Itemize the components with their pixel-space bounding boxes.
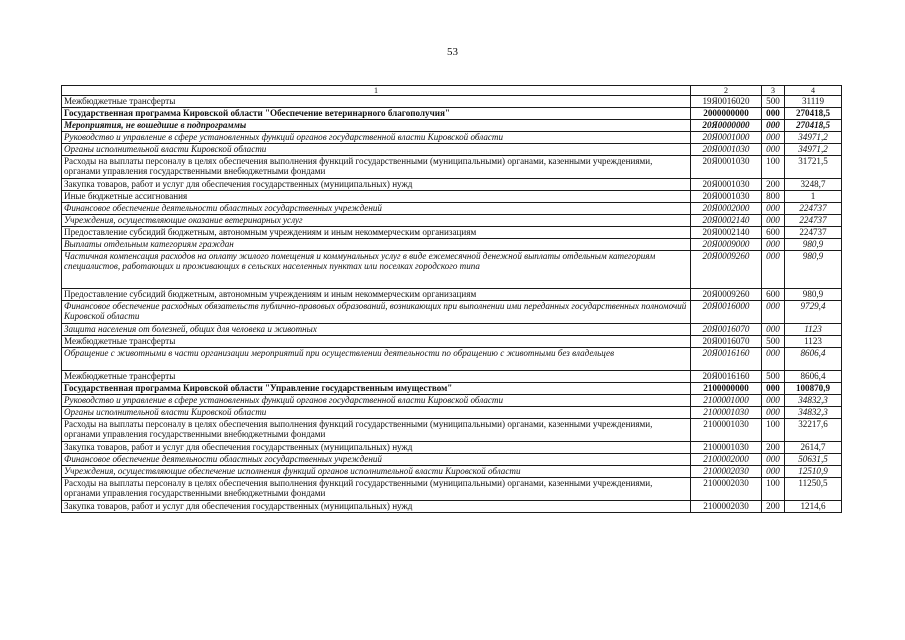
table-row (62, 348, 842, 371)
page-number: 53 (447, 46, 458, 58)
row-type-cell: 000 (762, 108, 785, 120)
table-row (62, 501, 842, 513)
row-sum-cell: 224737 (785, 227, 842, 239)
row-name-cell: Закупка товаров, работ и услуг для обеспечения государственных (муниципальных) нужд (62, 501, 691, 513)
row-code-cell: 2100002000 (691, 454, 762, 466)
row-sum-cell: 1123 (785, 336, 842, 348)
row-code-cell: 20Я0009260 (691, 289, 762, 301)
budget-table (61, 85, 842, 513)
row-code-cell: 2100002030 (691, 501, 762, 513)
row-sum-cell: 8606,4 (785, 371, 842, 383)
row-sum-cell: 2614,7 (785, 442, 842, 454)
row-name-cell: Учреждения, осуществляющие обеспечение исполнения функций органов исполнительной власти Кировской области (62, 466, 691, 478)
row-sum-cell: 980,9 (785, 239, 842, 251)
column-number-name: 1 (62, 86, 691, 96)
table-row (62, 191, 842, 203)
row-sum-cell: 980,9 (785, 289, 842, 301)
row-type-cell: 600 (762, 227, 785, 239)
table-row (62, 108, 842, 120)
row-sum-cell: 224737 (785, 203, 842, 215)
row-name-cell: Межбюджетные трансферты (62, 96, 691, 108)
row-type-cell: 000 (762, 407, 785, 419)
table-row (62, 215, 842, 227)
column-number-code: 2 (691, 86, 762, 96)
row-code-cell: 20Я0016160 (691, 371, 762, 383)
row-name-cell: Финансовое обеспечение деятельности областных государственных учреждений (62, 454, 691, 466)
row-code-cell: 20Я0001030 (691, 179, 762, 191)
row-sum-cell: 31119 (785, 96, 842, 108)
row-name-cell: Мероприятия, не вошедшие в подпрограммы (62, 120, 691, 132)
table-row (62, 289, 842, 301)
row-name-cell: Расходы на выплаты персоналу в целях обеспечения выполнения функций государственными (муниципальными) органами, казенными учреждениями, органами управления государственными внебюджетными фондами (62, 419, 691, 442)
row-type-cell: 500 (762, 371, 785, 383)
table-row (62, 120, 842, 132)
row-name-cell: Межбюджетные трансферты (62, 336, 691, 348)
row-type-cell: 000 (762, 301, 785, 324)
row-sum-cell: 980,9 (785, 251, 842, 289)
row-type-cell: 100 (762, 478, 785, 501)
table-row (62, 336, 842, 348)
row-type-cell: 800 (762, 191, 785, 203)
row-type-cell: 000 (762, 132, 785, 144)
row-type-cell: 200 (762, 442, 785, 454)
row-code-cell: 20Я0001030 (691, 191, 762, 203)
row-type-cell: 000 (762, 203, 785, 215)
row-name-cell: Обращение с животными в части организации мероприятий при осуществлении деятельности по обращению с животными без владельцев (62, 348, 691, 371)
row-code-cell: 20Я0002140 (691, 227, 762, 239)
row-type-cell: 000 (762, 348, 785, 371)
row-type-cell: 000 (762, 466, 785, 478)
row-name-cell: Межбюджетные трансферты (62, 371, 691, 383)
column-number-type: 3 (762, 86, 785, 96)
row-code-cell: 20Я0016160 (691, 348, 762, 371)
table-row (62, 407, 842, 419)
row-name-cell: Защита населения от болезней, общих для человека и животных (62, 324, 691, 336)
table-row (62, 419, 842, 442)
row-name-cell: Финансовое обеспечение деятельности областных государственных учреждений (62, 203, 691, 215)
row-type-cell: 500 (762, 336, 785, 348)
table-row (62, 395, 842, 407)
row-name-cell: Финансовое обеспечение расходных обязательств публично-правовых образований, возникающих при выполнении ими переданных государственных полномочий Кировской области (62, 301, 691, 324)
row-sum-cell: 3248,7 (785, 179, 842, 191)
table-row (62, 227, 842, 239)
row-name-cell: Закупка товаров, работ и услуг для обеспечения государственных (муниципальных) нужд (62, 442, 691, 454)
row-type-cell: 000 (762, 239, 785, 251)
row-code-cell: 20Я0016070 (691, 336, 762, 348)
row-name-cell: Закупка товаров, работ и услуг для обеспечения государственных (муниципальных) нужд (62, 179, 691, 191)
row-sum-cell: 1214,6 (785, 501, 842, 513)
row-code-cell: 20Я0009260 (691, 251, 762, 289)
row-name-cell: Органы исполнительной власти Кировской области (62, 144, 691, 156)
row-code-cell: 2100001000 (691, 395, 762, 407)
row-code-cell: 20Я0002140 (691, 215, 762, 227)
row-type-cell: 000 (762, 395, 785, 407)
row-type-cell: 600 (762, 289, 785, 301)
row-sum-cell: 100870,9 (785, 383, 842, 395)
row-code-cell: 20Я0016000 (691, 301, 762, 324)
row-type-cell: 000 (762, 454, 785, 466)
row-type-cell: 000 (762, 120, 785, 132)
table-row (62, 239, 842, 251)
row-code-cell: 20Я0009000 (691, 239, 762, 251)
table-row (62, 442, 842, 454)
budget-table-body (62, 86, 842, 513)
row-type-cell: 100 (762, 419, 785, 442)
row-type-cell: 000 (762, 144, 785, 156)
row-type-cell: 500 (762, 96, 785, 108)
row-sum-cell: 224737 (785, 215, 842, 227)
row-code-cell: 20Я0002000 (691, 203, 762, 215)
row-type-cell: 200 (762, 501, 785, 513)
row-name-cell: Расходы на выплаты персоналу в целях обеспечения выполнения функций государственными (муниципальными) органами, казенными учреждениями, органами управления государственными внебюджетными фондами (62, 156, 691, 179)
row-type-cell: 000 (762, 251, 785, 289)
row-type-cell: 000 (762, 383, 785, 395)
table-row (62, 454, 842, 466)
row-sum-cell: 34832,3 (785, 407, 842, 419)
row-type-cell: 000 (762, 324, 785, 336)
row-name-cell: Учреждения, осуществляющие оказание ветеринарных услуг (62, 215, 691, 227)
table-row (62, 478, 842, 501)
row-code-cell: 2100002030 (691, 478, 762, 501)
row-code-cell: 20Я0001000 (691, 132, 762, 144)
row-sum-cell: 12510,9 (785, 466, 842, 478)
row-code-cell: 2100000000 (691, 383, 762, 395)
row-sum-cell: 11250,5 (785, 478, 842, 501)
table-row (62, 156, 842, 179)
row-sum-cell: 1123 (785, 324, 842, 336)
table-row (62, 132, 842, 144)
row-code-cell: 2000000000 (691, 108, 762, 120)
row-name-cell: Предоставление субсидий бюджетным, автономным учреждениям и иным некоммерческим организациям (62, 227, 691, 239)
table-row (62, 96, 842, 108)
row-code-cell: 2100001030 (691, 442, 762, 454)
table-row (62, 383, 842, 395)
row-name-cell: Предоставление субсидий бюджетным, автономным учреждениям и иным некоммерческим организациям (62, 289, 691, 301)
row-sum-cell: 50631,5 (785, 454, 842, 466)
row-name-cell: Руководство и управление в сфере установленных функций органов государственной власти Кировской области (62, 132, 691, 144)
column-number-sum: 4 (785, 86, 842, 96)
row-type-cell: 100 (762, 156, 785, 179)
table-row (62, 203, 842, 215)
table-row (62, 301, 842, 324)
row-name-cell: Выплаты отдельным категориям граждан (62, 239, 691, 251)
row-code-cell: 20Я0001030 (691, 156, 762, 179)
row-code-cell: 20Я0001030 (691, 144, 762, 156)
row-type-cell: 000 (762, 215, 785, 227)
row-sum-cell: 1 (785, 191, 842, 203)
row-sum-cell: 32217,6 (785, 419, 842, 442)
table-row (62, 144, 842, 156)
table-row (62, 371, 842, 383)
row-code-cell: 20Я0016070 (691, 324, 762, 336)
row-sum-cell: 34971,2 (785, 144, 842, 156)
row-code-cell: 20Я0000000 (691, 120, 762, 132)
row-code-cell: 2100001030 (691, 419, 762, 442)
row-code-cell: 2100002030 (691, 466, 762, 478)
table-row (62, 251, 842, 289)
row-code-cell: 2100001030 (691, 407, 762, 419)
row-name-cell: Органы исполнительной власти Кировской области (62, 407, 691, 419)
row-sum-cell: 270418,5 (785, 120, 842, 132)
row-sum-cell: 34832,3 (785, 395, 842, 407)
row-name-cell: Расходы на выплаты персоналу в целях обеспечения выполнения функций государственными (муниципальными) органами, казенными учреждениями, органами управления государственными внебюджетными фондами (62, 478, 691, 501)
row-name-cell: Руководство и управление в сфере установленных функций органов государственной власти Кировской области (62, 395, 691, 407)
row-code-cell: 19Я0016020 (691, 96, 762, 108)
column-number-row (62, 86, 842, 96)
table-row (62, 179, 842, 191)
row-sum-cell: 9729,4 (785, 301, 842, 324)
row-type-cell: 200 (762, 179, 785, 191)
row-sum-cell: 270418,5 (785, 108, 842, 120)
row-name-cell: Государственная программа Кировской области "Управление государственным имуществом" (62, 383, 691, 395)
table-row (62, 324, 842, 336)
row-name-cell: Иные бюджетные ассигнования (62, 191, 691, 203)
table-row (62, 466, 842, 478)
row-name-cell: Частичная компенсация расходов на оплату жилого помещения и коммунальных услуг в виде ежемесячной денежной выплаты отдельным категориям специалистов, работающих и проживающих в сельских населенных пунктах или поселках городского типа (62, 251, 691, 289)
row-sum-cell: 34971,2 (785, 132, 842, 144)
row-name-cell: Государственная программа Кировской области "Обеспечение ветеринарного благополучия" (62, 108, 691, 120)
row-sum-cell: 8606,4 (785, 348, 842, 371)
row-sum-cell: 31721,5 (785, 156, 842, 179)
